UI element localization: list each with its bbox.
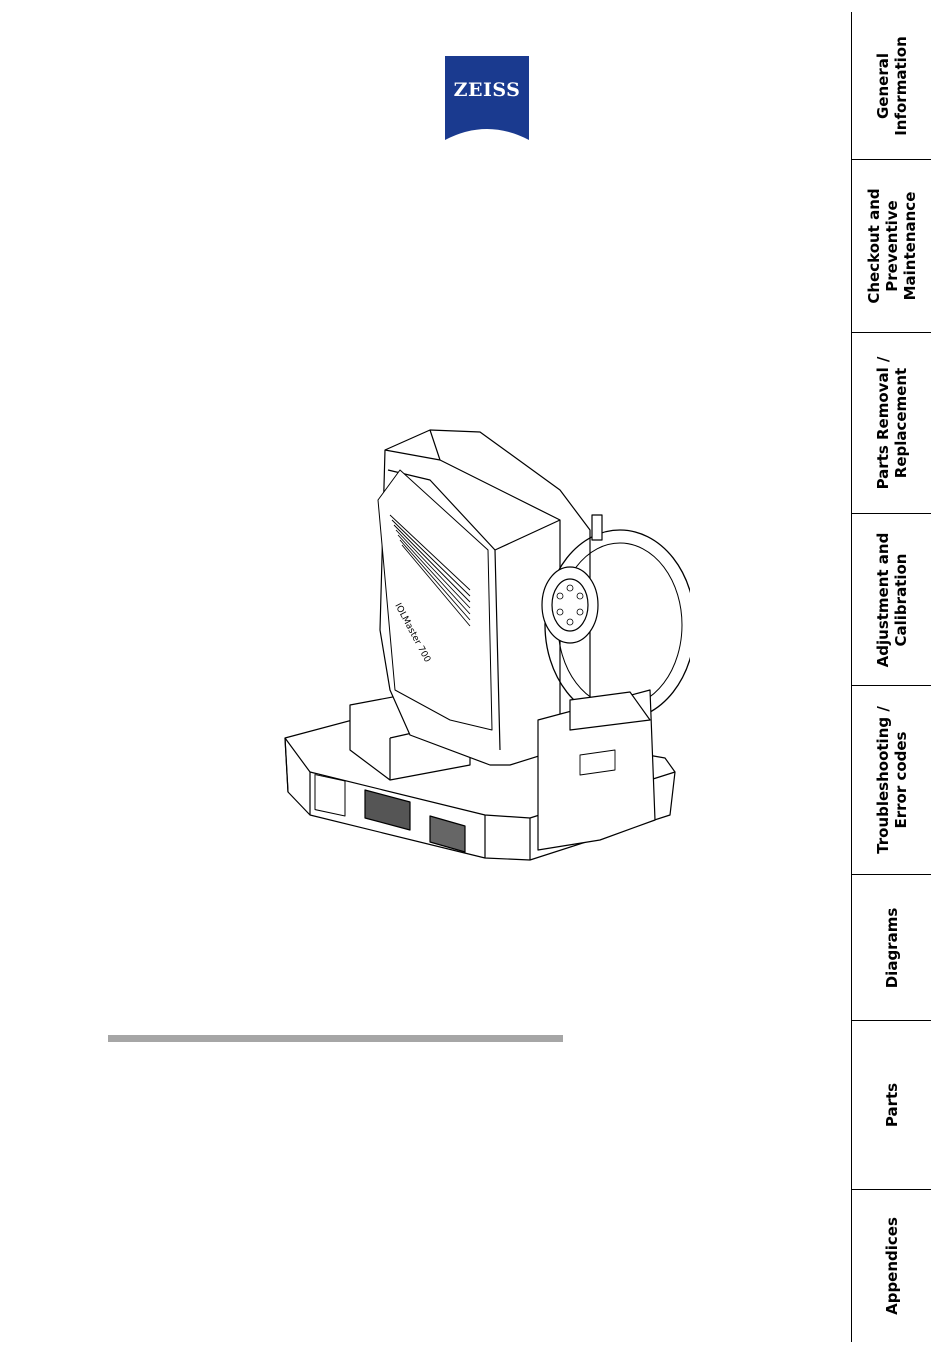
tab-diagrams[interactable]: [852, 875, 931, 1021]
zeiss-logo: [445, 56, 529, 140]
tab-parts[interactable]: [852, 1021, 931, 1190]
tab-appendices[interactable]: [852, 1190, 931, 1342]
zeiss-logo-mark: [445, 56, 529, 140]
tab-label: Appendices: [882, 1217, 901, 1315]
tab-label: Troubleshooting / Error codes: [873, 706, 910, 854]
tab-label: Adjustment and Calibration: [873, 532, 910, 667]
title-rule: [108, 1035, 563, 1042]
tab-general-information[interactable]: [852, 12, 931, 160]
section-tabs: [851, 12, 931, 1342]
tab-troubleshooting-error-codes[interactable]: [852, 686, 931, 875]
device-model-label: IOLMaster 700: [392, 601, 432, 665]
tab-checkout-preventive-maintenance[interactable]: [852, 160, 931, 333]
tab-parts-removal-replacement[interactable]: [852, 333, 931, 514]
tab-label: Checkout and Preventive Maintenance: [864, 188, 919, 304]
tab-label: Parts: [882, 1082, 901, 1128]
svg-text:ZEISS: ZEISS: [453, 79, 521, 101]
tab-adjustment-calibration[interactable]: [852, 514, 931, 686]
device-illustration: [270, 420, 690, 890]
tab-label: Diagrams: [882, 907, 901, 988]
tab-label: General Information: [873, 35, 910, 136]
tab-label: Parts Removal / Replacement: [873, 356, 910, 490]
